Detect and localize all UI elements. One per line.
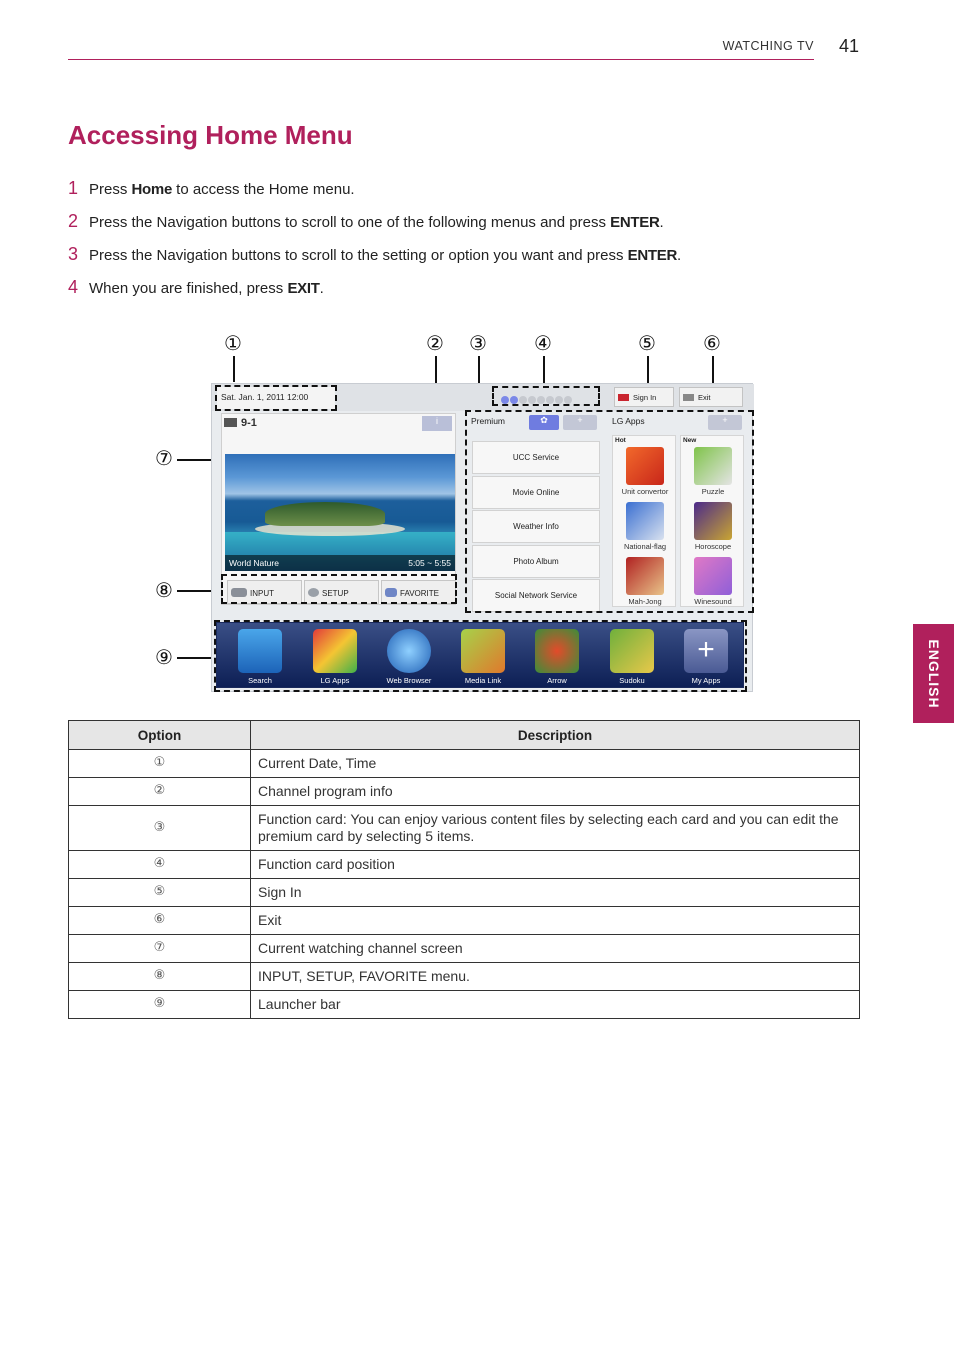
- launcher-label: Media Link: [464, 676, 502, 685]
- step-list: [68, 178, 868, 310]
- program-bar: [225, 555, 455, 571]
- my-apps-icon: +: [684, 629, 728, 673]
- step-text-pre: When you are finished, press: [89, 280, 288, 297]
- table-row: [69, 935, 860, 963]
- column-header-option: Option: [69, 721, 251, 750]
- table-row: [69, 963, 860, 991]
- option-cell: ②: [69, 778, 251, 806]
- step-number: 4: [68, 277, 79, 297]
- app-label: Mah-Jong: [628, 597, 662, 606]
- sign-in-label: Sign In: [633, 393, 657, 402]
- sign-in-icon: [618, 394, 629, 401]
- step-text-post: to access the Home menu.: [172, 181, 355, 198]
- description-cell: INPUT, SETUP, FAVORITE menu.: [251, 963, 860, 991]
- option-cell: ①: [69, 750, 251, 778]
- callout-4: ④: [534, 331, 552, 355]
- option-cell: ⑧: [69, 963, 251, 991]
- leader-line: [233, 356, 235, 382]
- highlight-launcher: [214, 620, 747, 692]
- table-row: [69, 806, 860, 851]
- launcher-label: Arrow: [547, 676, 567, 685]
- channel-number: [224, 417, 257, 429]
- description-cell: Sign In: [251, 879, 860, 907]
- step-text-post: .: [676, 247, 682, 264]
- step-keyword: EXIT: [287, 280, 320, 297]
- exit-icon: [683, 394, 694, 401]
- app-label: Horoscope: [694, 542, 732, 551]
- step-text: [89, 181, 355, 198]
- table-row: [69, 778, 860, 806]
- exit-button[interactable]: [679, 387, 743, 407]
- app-label: Unit convertor: [621, 487, 669, 496]
- option-table: [68, 720, 860, 1019]
- callout-6: ⑥: [703, 331, 721, 355]
- launcher-label: Web Browser: [386, 676, 432, 685]
- premium-title: Premium: [471, 416, 506, 426]
- option-cell: ⑤: [69, 879, 251, 907]
- callout-8: ⑧: [155, 578, 173, 602]
- leader-line: [543, 356, 545, 385]
- premium-item[interactable]: Social Network Service: [472, 579, 600, 612]
- step-text-pre: Press the Navigation buttons to scroll to one of the following menus and press: [89, 214, 611, 231]
- description-cell: Function card position: [251, 851, 860, 879]
- section-name: WATCHING TV: [722, 39, 814, 53]
- new-label: New: [683, 437, 697, 444]
- step-item: [68, 211, 868, 244]
- leader-line: [647, 356, 649, 384]
- channel-label: 9-1: [241, 417, 257, 429]
- description-cell: Current watching channel screen: [251, 935, 860, 963]
- step-text: [89, 214, 664, 231]
- leader-line: [177, 657, 215, 659]
- option-cell: ⑨: [69, 991, 251, 1019]
- description-cell: Launcher bar: [251, 991, 860, 1019]
- highlight-pager: [492, 386, 600, 406]
- step-item: [68, 178, 868, 211]
- app-label: National-flag: [623, 542, 667, 551]
- table-row: [69, 879, 860, 907]
- option-cell: ⑥: [69, 907, 251, 935]
- date-time: Sat. Jan. 1, 2011 12:00: [217, 387, 335, 409]
- step-keyword: ENTER: [610, 214, 660, 231]
- table-row: [69, 851, 860, 879]
- highlight-function-cards: [465, 410, 754, 613]
- page-title: Accessing Home Menu: [68, 120, 353, 150]
- step-number: 1: [68, 178, 79, 198]
- launcher-label: LG Apps: [320, 676, 350, 685]
- callout-1: ①: [224, 331, 242, 355]
- tv-icon: [224, 418, 237, 427]
- table-row: [69, 907, 860, 935]
- program-info-button[interactable]: i: [422, 416, 452, 431]
- program-time: 5:05 ~ 5:55: [408, 558, 451, 568]
- step-keyword: ENTER: [627, 247, 677, 264]
- callout-3: ③: [469, 331, 487, 355]
- launcher-label: Sudoku: [619, 676, 645, 685]
- option-cell: ③: [69, 806, 251, 851]
- home-menu-screenshot: [211, 383, 753, 692]
- step-text-post: .: [659, 214, 664, 231]
- setup-label: SETUP: [322, 589, 349, 598]
- step-text-post: .: [319, 280, 324, 297]
- page-number: 41: [839, 36, 860, 56]
- step-keyword: Home: [131, 181, 172, 198]
- leader-line: [712, 356, 714, 384]
- launcher-label: My Apps: [691, 676, 721, 685]
- input-label: INPUT: [250, 589, 274, 598]
- column-header-description: Description: [251, 721, 860, 750]
- step-text-pre: Press: [89, 181, 132, 198]
- lg-apps-add-icon[interactable]: +: [708, 415, 742, 430]
- step-item: [68, 244, 868, 277]
- program-title: World Nature: [229, 558, 279, 568]
- premium-item[interactable]: Photo Album: [472, 545, 600, 578]
- table-header-row: [69, 721, 860, 750]
- step-text: [89, 247, 681, 264]
- premium-item[interactable]: Weather Info: [472, 510, 600, 543]
- language-tab: [913, 624, 954, 723]
- description-cell: Current Date, Time: [251, 750, 860, 778]
- app-label: Puzzle: [701, 487, 725, 496]
- premium-add-icon[interactable]: +: [563, 415, 597, 430]
- callout-9: ⑨: [155, 645, 173, 669]
- description-cell: Channel program info: [251, 778, 860, 806]
- lg-apps-title: LG Apps: [612, 416, 645, 426]
- step-number: 2: [68, 211, 79, 231]
- highlight-menu-buttons: [221, 574, 457, 604]
- launcher-label: Search: [248, 676, 272, 685]
- option-cell: ④: [69, 851, 251, 879]
- option-cell: ⑦: [69, 935, 251, 963]
- running-header: [68, 38, 814, 60]
- app-label: Winesound: [694, 597, 732, 606]
- premium-item[interactable]: Movie Online: [472, 476, 600, 509]
- callout-2: ②: [426, 331, 444, 355]
- callout-7: ⑦: [155, 446, 173, 470]
- step-number: 3: [68, 244, 79, 264]
- premium-settings-icon[interactable]: ✿: [529, 415, 559, 430]
- channel-video[interactable]: [225, 454, 455, 571]
- highlight-date: [215, 385, 337, 411]
- description-cell: Exit: [251, 907, 860, 935]
- table-row: [69, 750, 860, 778]
- hot-label: Hot: [615, 437, 626, 444]
- callout-5: ⑤: [638, 331, 656, 355]
- sign-in-button[interactable]: [614, 387, 674, 407]
- step-item: [68, 277, 868, 310]
- favorite-label: FAVORITE: [400, 589, 439, 598]
- premium-item[interactable]: UCC Service: [472, 441, 600, 474]
- exit-label: Exit: [698, 393, 711, 402]
- language-tab-label: ENGLISH: [925, 638, 942, 709]
- step-text-pre: Press the Navigation buttons to scroll to the setting or option you want and press: [89, 247, 628, 264]
- step-text: [89, 280, 324, 297]
- table-row: [69, 991, 860, 1019]
- description-cell: Function card: You can enjoy various content files by selecting each card and you can edit the premium card by selecting 5 items.: [251, 806, 860, 851]
